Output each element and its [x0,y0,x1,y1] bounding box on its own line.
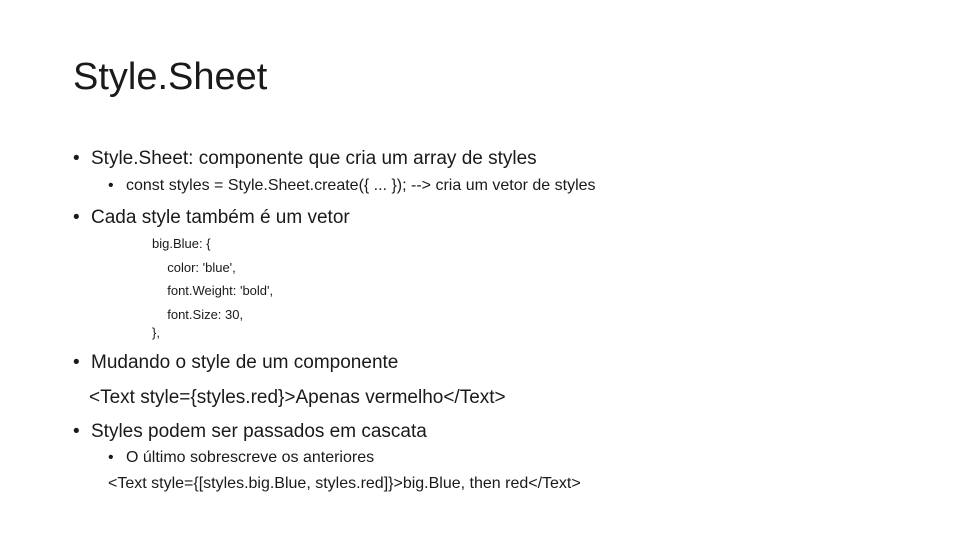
code-line: }, [152,325,160,340]
bullet-text: Style.Sheet: componente que cria um array de styles [91,148,537,169]
bullet-text: Styles podem ser passados em cascata [91,421,427,442]
bullet-icon: • [73,421,80,442]
code-line: font.Size: 30, [160,307,244,322]
sub-bullet-item [108,449,374,467]
bullet-text: Cada style também é um vetor [91,207,350,228]
bullet-icon: • [108,177,114,194]
text-example: <Text style={styles.red}>Apenas vermelho</Text> [89,387,506,408]
bullet-item [73,207,350,229]
bullet-text: Mudando o style de um componente [91,352,399,373]
bullet-icon: • [73,207,80,228]
sub-bullet-text: O último sobrescreve os anteriores [126,449,375,466]
code-line: big.Blue: { [152,236,211,251]
bullet-icon: • [73,352,80,373]
bullet-item [73,421,427,443]
slide-title: Style.Sheet [73,56,268,98]
bullet-icon: • [73,148,80,169]
bullet-item [73,352,398,374]
sub-bullet-item [108,177,596,195]
bullet-icon: • [108,449,114,466]
cascade-example: <Text style={[styles.big.Blue, styles.red]}>big.Blue, then red</Text> [108,475,581,492]
sub-bullet-text: const styles = Style.Sheet.create({ ... }); --> cria um vetor de styles [126,177,596,194]
code-line: color: 'blue', [160,260,236,275]
code-line: font.Weight: 'bold', [160,283,274,298]
bullet-item [73,148,537,170]
